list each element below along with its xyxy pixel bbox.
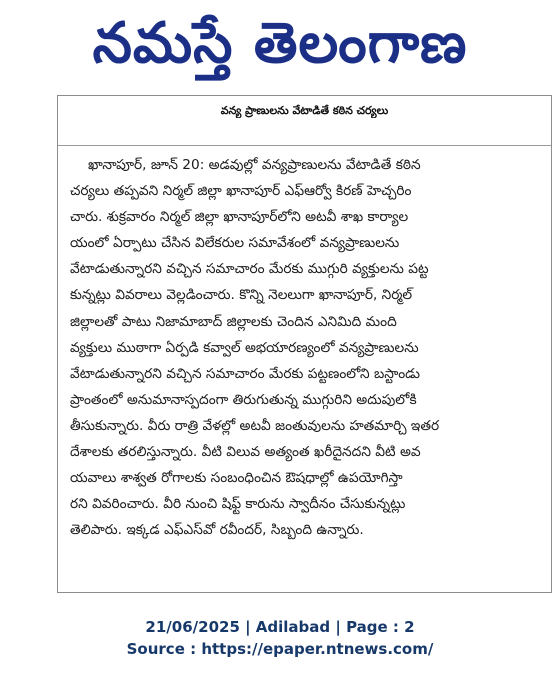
article-line: ప్రాంతంలో అనుమానాస్పదంగా తిరుగుతున్న ముగ్గురిని అదుపులోకి [70, 391, 417, 408]
article-line: వేటాడుతున్నారని వచ్చిన సమాచారం మేరకు ముగ్గురి వ్యక్తులను పట్ట [70, 261, 429, 278]
article-headline: వన్య ప్రాణులను వేటాడితే కఠిన చర్యలు [220, 104, 389, 117]
article-line: జిల్లాలతో పాటు నిజామాబాద్ జిల్లాలకు చెందిన ఎనిమిది మంది [70, 313, 397, 330]
article-body [70, 152, 548, 543]
newspaper-logo: నమస్తే తెలంగాణ [92, 11, 468, 76]
clipping-footer [0, 616, 560, 660]
article-line: కున్నట్లు వివరాలు వెల్లడించారు. కొన్ని నెలలుగా ఖానాపూర్, నిర్మల్ [70, 287, 413, 304]
article-line: వేటాడుతున్నారని వచ్చిన సమాచారం మేరకు పట్టణంలోని బస్టాండు [70, 365, 421, 382]
article-line: రని వివరించారు. వీరి నుంచి షిఫ్ట్ కారును స్వాదీనం చేసుకున్నట్లు [70, 496, 406, 513]
date-edition-page: 21/06/2025 | Adilabad | Page : 2 [145, 618, 415, 636]
article-clipping [57, 95, 552, 593]
article-line: తీసుకున్నారు. వీరు రాత్రి వేళల్లో అటవీ జంతువులను హతమార్చి ఇతర [70, 417, 440, 434]
article-line: చర్యలు తప్పవని నిర్మల్ జిల్లా ఖానాపూర్ ఎఫ్ఆర్వో కిరణ్ హెచ్చరిం [70, 183, 412, 200]
article-line: చారు. శుక్రవారం నిర్మల్ జిల్లా ఖానాపూర్‌లోని అటవీ శాఖ కార్యాల [70, 209, 409, 226]
source-link[interactable]: Source : https://epaper.ntnews.com/ [126, 640, 434, 658]
article-line: వ్యక్తులు ముఠాగా ఏర్పడి కవ్వాల్ అభయారణ్యంలో వన్యప్రాణులను [70, 339, 419, 356]
article-line: యవాలు శాశ్వత రోగాలకు సంబంధించిన ఔషధాల్లో ఉపయోగిస్తా [70, 470, 403, 487]
masthead [0, 0, 560, 88]
article-line: దేశాలకు తరలిస్తున్నారు. వీటి విలువ అత్యంత ఖరీదైనదని వీటి అవ [70, 444, 421, 461]
headline-divider [58, 145, 551, 146]
article-line: ఖానాపూర్, జూన్ 20: అడవుల్లో వన్యప్రాణులను వేటాడితే కఠిన [88, 157, 421, 173]
article-line: యంలో ఏర్పాటు చేసిన విలేకరుల సమావేశంలో వన్యప్రాణులను [70, 235, 400, 252]
article-line: తెలిపారు. ఇక్కడ ఎఫ్ఎస్‌వో రవీందర్, సిబ్బంది ఉన్నారు. [70, 522, 364, 539]
